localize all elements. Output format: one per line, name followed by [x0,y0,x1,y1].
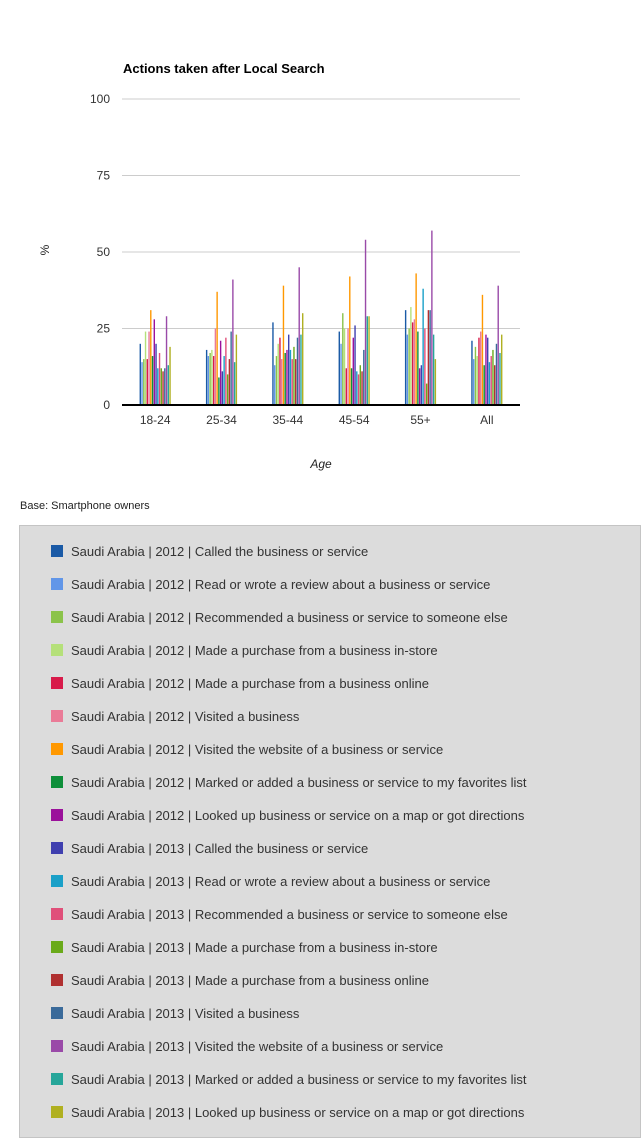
bar [168,365,169,405]
legend-swatch [51,1106,63,1118]
legend-item[interactable] [51,576,490,592]
bar [360,365,361,405]
bar [346,368,347,405]
bar [159,353,160,405]
bar [222,371,223,405]
bar [487,338,488,405]
bar [234,362,235,405]
legend-item[interactable] [51,1038,443,1054]
bar [356,371,357,405]
bar [361,371,362,405]
bar [229,359,230,405]
bar [421,365,422,405]
bar [426,384,427,405]
bar [480,332,481,405]
bar [498,286,499,405]
bar [236,335,237,405]
bar [435,359,436,405]
x-tick-label: 35-44 [272,413,304,427]
bar [232,280,233,405]
legend-swatch [51,710,63,722]
legend-item[interactable] [51,1071,526,1087]
bar [473,359,474,405]
bar [209,353,210,405]
y-tick-label: 75 [96,168,110,183]
legend-label: Saudi Arabia | 2012 | Visited the website of a business or service [71,741,444,757]
legend-swatch [51,677,63,689]
legend-label: Saudi Arabia | 2013 | Called the business or service [71,840,369,856]
bar [154,319,155,405]
bar [412,322,413,405]
legend-item[interactable] [51,675,429,691]
bar [292,359,293,405]
bar [155,344,156,405]
y-tick-label: 100 [89,92,110,106]
legend-item[interactable] [51,906,508,922]
bar [492,350,493,405]
legend-item[interactable] [51,873,490,889]
bar [290,350,291,405]
bar [368,316,369,405]
legend-swatch [51,974,63,986]
bar [161,368,162,405]
legend-item[interactable] [51,708,299,724]
bar [285,353,286,405]
bar [365,240,366,405]
bar [354,325,355,405]
legend-label: Saudi Arabia | 2012 | Visited a business [71,708,300,724]
legend-label: Saudi Arabia | 2013 | Visited the website of a business or service [71,1038,444,1054]
bar [489,362,490,405]
bar [150,310,151,405]
legend-item[interactable] [51,741,443,757]
bar [215,329,216,406]
bar [299,267,300,405]
bar [475,347,476,405]
x-tick-label: 18-24 [139,413,171,427]
bar [218,377,219,405]
legend-item[interactable] [51,774,526,790]
bar [501,335,502,405]
bar [471,341,472,405]
legend-swatch [51,908,63,920]
bar [349,276,350,405]
bar [278,344,279,405]
bar [297,338,298,405]
bar [295,359,296,405]
bar [286,350,287,405]
bar [225,338,226,405]
y-axis-title: % [38,244,52,256]
bar [152,356,153,405]
legend-label: Saudi Arabia | 2013 | Recommended a business or service to someone else [71,906,508,922]
chart-title: Actions taken after Local Search [123,61,325,76]
bar [408,329,409,406]
bar [410,307,411,405]
legend-label: Saudi Arabia | 2013 | Read or wrote a review about a business or service [71,873,491,889]
bar [300,335,301,405]
bar [414,319,415,405]
bar [272,322,273,405]
bar [169,347,170,405]
legend-item[interactable] [51,642,438,658]
bar [216,292,217,405]
bar [419,368,420,405]
bars [140,231,503,405]
legend-swatch [51,842,63,854]
legend-swatch [51,776,63,788]
x-tick-label: 25-34 [206,413,237,427]
bar [485,335,486,405]
bar [279,338,280,405]
legend-swatch [51,1007,63,1019]
bar [211,350,212,405]
bar [140,344,141,405]
bar [206,350,207,405]
bar [499,353,500,405]
bar [407,335,408,405]
bar [482,295,483,405]
bar [148,332,149,405]
legend-label: Saudi Arabia | 2013 | Made a purchase from a business in-store [71,939,438,955]
x-tick-label: 45-54 [338,413,370,427]
bar [353,338,354,405]
bar [496,344,497,405]
bar [145,332,146,405]
legend-label: Saudi Arabia | 2012 | Called the business or service [71,543,369,559]
legend-item[interactable] [51,972,429,988]
legend-swatch [51,809,63,821]
bar [339,332,340,405]
bar [491,356,492,405]
bar [342,313,343,405]
bar [143,359,144,405]
bar [429,310,430,405]
bar [274,365,275,405]
bar [433,335,434,405]
legend-swatch [51,1073,63,1085]
bar [141,362,142,405]
legend-item[interactable] [51,1104,524,1120]
bar [162,371,163,405]
gridlines [122,99,520,329]
legend-item[interactable] [51,840,368,856]
x-axis-title: Age [310,457,332,471]
legend-swatch [51,743,63,755]
x-tick-label: All [480,413,494,427]
bar [164,368,165,405]
bar [347,329,348,406]
bar [484,365,485,405]
bar [227,374,228,405]
bar [230,332,231,405]
legend-label: Saudi Arabia | 2012 | Made a purchase from a business online [71,675,429,691]
bar [344,329,345,406]
legend-swatch [51,578,63,590]
bar [276,356,277,405]
legend-label: Saudi Arabia | 2013 | Visited a business [71,1005,300,1021]
legend-swatch [51,1040,63,1052]
bar [428,310,429,405]
legend-item[interactable] [51,1005,299,1021]
bar [288,335,289,405]
bar [223,356,224,405]
bar [367,316,368,405]
bar [147,359,148,405]
bar [415,273,416,405]
bar [424,329,425,406]
legend-label: Saudi Arabia | 2013 | Made a purchase from a business online [71,972,429,988]
bar [220,341,221,405]
legend-label: Saudi Arabia | 2012 | Looked up business or service on a map or got directions [71,807,525,823]
bar [166,316,167,405]
bar [340,344,341,405]
bar [293,347,294,405]
bar [405,310,406,405]
legend-swatch [51,941,63,953]
chart [0,0,642,490]
bar [363,350,364,405]
legend-label: Saudi Arabia | 2012 | Read or wrote a review about a business or service [71,576,491,592]
legend-item[interactable] [51,543,368,559]
bar [281,359,282,405]
bar [302,313,303,405]
legend-swatch [51,875,63,887]
legend-label: Saudi Arabia | 2013 | Marked or added a business or service to my favorites list [71,1071,527,1087]
base-note: Base: Smartphone owners [20,500,150,512]
legend-label: Saudi Arabia | 2012 | Recommended a business or service to someone else [71,609,508,625]
x-axis-ticks [140,413,494,427]
bar [157,368,158,405]
bar [351,368,352,405]
legend-swatch [51,644,63,656]
bar [358,374,359,405]
bar [477,356,478,405]
legend-label: Saudi Arabia | 2013 | Looked up business or service on a map or got directions [71,1104,525,1120]
y-tick-label: 25 [96,321,110,336]
legend [19,525,641,1138]
y-tick-label: 50 [96,245,110,259]
bar [208,356,209,405]
legend-item[interactable] [51,939,438,955]
y-axis-ticks [90,92,110,412]
bar [283,286,284,405]
bar [494,365,495,405]
legend-swatch [51,545,63,557]
legend-item[interactable] [51,807,524,823]
bar [417,332,418,405]
legend-item[interactable] [51,609,508,625]
bar [422,289,423,405]
legend-swatch [51,611,63,623]
legend-label: Saudi Arabia | 2012 | Marked or added a business or service to my favorites list [71,774,527,790]
legend-label: Saudi Arabia | 2012 | Made a purchase from a business in-store [71,642,438,658]
x-tick-label: 55+ [410,413,431,427]
bar [431,231,432,405]
bar [478,338,479,405]
y-tick-label: 0 [103,398,110,412]
bar [213,356,214,405]
